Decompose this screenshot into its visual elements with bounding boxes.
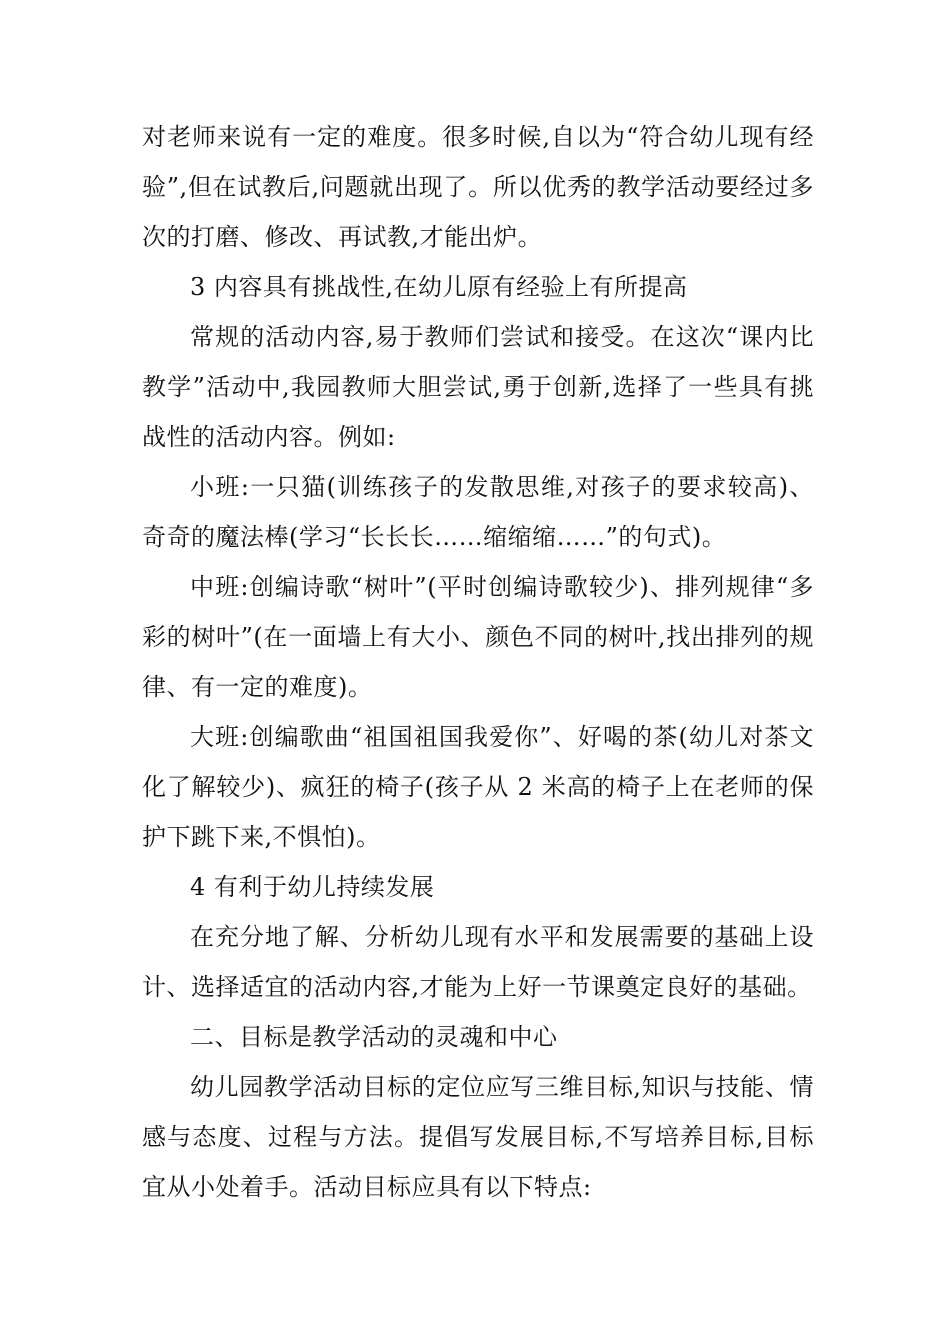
paragraph-routine-content: 常规的活动内容,易于教师们尝试和接受。在这次“课内比教学”活动中,我园教师大胆尝试,勇于创新,选择了一些具有挑战性的活动内容。例如: [142, 323, 814, 451]
paragraph-small-class: 小班:一只猫(训练孩子的发散思维,对孩子的要求较高)、奇奇的魔法棒(学习“长长长……缩缩缩……”的句式)。 [142, 473, 814, 551]
paragraph-foundation: 在充分地了解、分析幼儿现有水平和发展需要的基础上设计、选择适宜的活动内容,才能为上好一节课奠定良好的基础。 [142, 923, 814, 1001]
paragraph-middle-class: 中班:创编诗歌“树叶”(平时创编诗歌较少)、排列规律“多彩的树叶”(在一面墙上有大小、颜色不同的树叶,找出排列的规律、有一定的难度)。 [142, 573, 814, 701]
paragraph-goal-features: 幼儿园教学活动目标的定位应写三维目标,知识与技能、情感与态度、过程与方法。提倡写发展目标,不写培养目标,目标宜从小处着手。活动目标应具有以下特点: [142, 1073, 814, 1201]
section-heading-sustainable: 4 有利于幼儿持续发展 [190, 873, 435, 901]
section-heading-goals: 二、目标是教学活动的灵魂和中心 [190, 1023, 558, 1051]
section-heading-challenge: 3 内容具有挑战性,在幼儿原有经验上有所提高 [190, 273, 688, 301]
document-body [142, 112, 814, 1212]
paragraph-big-class: 大班:创编歌曲“祖国祖国我爱你”、好喝的茶(幼儿对茶文化了解较少)、疯狂的椅子(孩子从 2 米高的椅子上在老师的保护下跳下来,不惧怕)。 [142, 723, 814, 851]
paragraph-continuation: 对老师来说有一定的难度。很多时候,自以为“符合幼儿现有经验”,但在试教后,问题就出现了。所以优秀的教学活动要经过多次的打磨、修改、再试教,才能出炉。 [142, 123, 814, 251]
